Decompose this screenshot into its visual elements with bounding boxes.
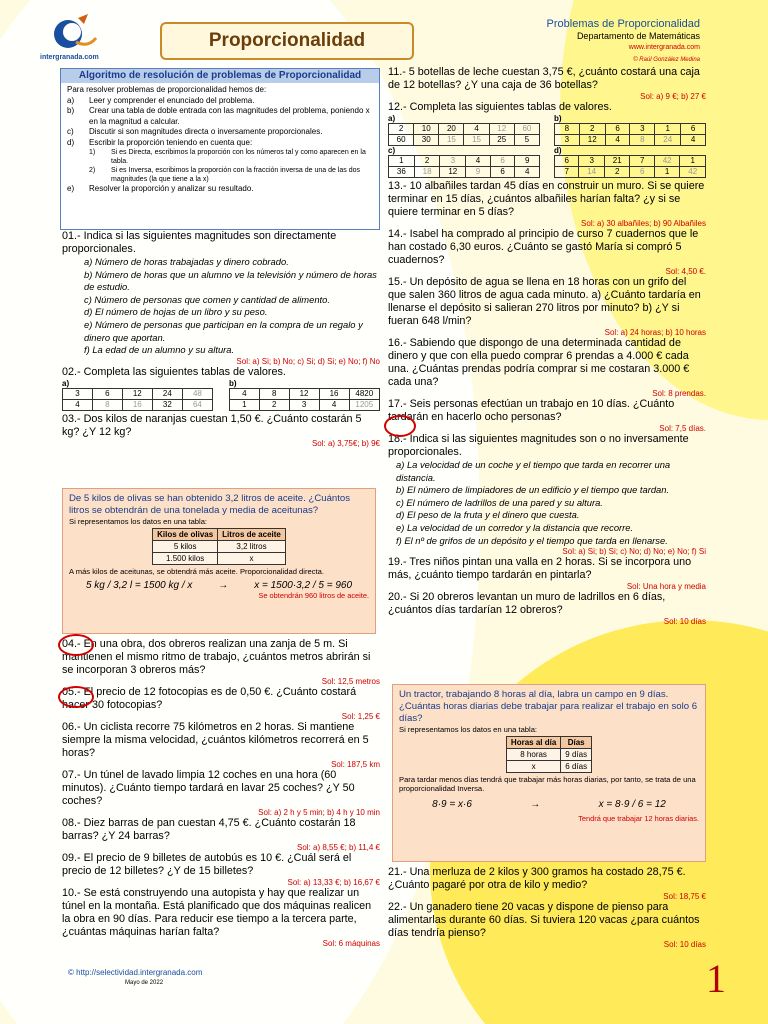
example-table: Horas al día Días 8 horas 9 días x 6 días (506, 736, 592, 773)
table-label: c) (388, 146, 396, 155)
table-label: b) (229, 378, 237, 388)
example-box-direct (62, 488, 376, 634)
solution: Sol: 1,25 € (341, 712, 380, 721)
left-column-lower (62, 638, 380, 948)
list-item: c) El número de ladrillos de una pared y su altura. (396, 496, 603, 508)
solution: Sol: 10 días (663, 617, 706, 627)
example-title: Un tractor, trabajando 8 horas al día, labra un campo en 9 días. ¿Cuántas horas diarias debe trabajar para realizar el trabajo en solo 6 días? (399, 689, 698, 724)
solution: Sol: a) 8,55 €; b) 11,4 € (296, 843, 380, 852)
solution: Sol: a) Si; b) Si; c) No; d) No; e) No; f) Si (562, 547, 706, 557)
example-text: Si representamos los datos en una tabla: (69, 517, 208, 526)
value-table-b: 4 8 12 16 4820 1 2 3 4 1205 (229, 388, 380, 411)
solution: Sol: a) Si; b) No; c) Si; d) Si; e) No; f) No (236, 356, 380, 366)
list-item: f) El nº de grifos de un depósito y el tiempo que tarda en llenarse. (396, 534, 668, 546)
solution: Sol: Una hora y media (626, 582, 706, 592)
list-item: b) El número de limpiadores de un edificio y el tiempo que tardan. (396, 484, 670, 496)
example-text: A más kilos de aceitunas, se obtendrá más aceite. Proporcionalidad directa. (69, 567, 324, 576)
example-solution: Se obtendrán 960 litros de aceite. (258, 591, 369, 600)
list-item: d) El número de hojas de un libro y su peso. (84, 306, 268, 318)
page-number: 1 (706, 956, 726, 1001)
table-label: d) (554, 146, 562, 155)
solution: Sol: 7,5 días. (659, 424, 706, 433)
list-item: e) La velocidad de un corredor y la distancia que recorre. (396, 521, 634, 533)
algorithm-step: d) Escribir la proporción teniendo en cuenta que: (67, 137, 253, 147)
equation: 8·9 = x·6 → x = 8·9 / 6 = 12 (432, 799, 666, 810)
solution: Sol: 10 días (663, 940, 706, 949)
solution: Sol: a) 24 horas; b) 10 horas (604, 328, 706, 337)
question-04: 04.- En una obra, dos obreros realizan una zanja de 5 m. Si mantienen el mismo ritmo de trabajo, ¿cuántos metros abrirán si se incorporan 3 obreros más? (62, 638, 371, 676)
site-title: Problemas de Proporcionalidad (546, 18, 700, 30)
question-20: 20.- Si 20 obreros levantan un muro de ladrillos en 6 días, ¿cuántos días tardarían 12 obreros? (388, 591, 666, 617)
right-column (388, 66, 706, 626)
solution: Sol: a) 3,75€; b) 9€ (311, 438, 380, 448)
example-table: Kilos de olivas Litros de aceite 5 kilos 3,2 litros 1.500 kilos x (152, 528, 286, 565)
logo-text: intergranada.com (40, 54, 99, 61)
solution: Sol: 12,5 metros (321, 677, 380, 686)
list-item: a) La velocidad de un coche y el tiempo que tarda en recorrer una distancia. (396, 459, 671, 483)
question-10: 10.- Se está construyendo una autopista y hay que realizar un túnel en la montaña. Está planificado que dos máquinas realicen la obra en 90 días. Para reducir ese tiempo a la tercera parte, ¿cuántas máquinas harían falta? (62, 887, 372, 938)
header-info (500, 18, 700, 66)
question-06: 06.- Un ciclista recorre 75 kilómetros en 2 horas. Si mantiene siempre la misma velocidad, ¿cuántos kilómetros recorrerá en 5 horas? (62, 721, 369, 759)
web-link[interactable]: www.intergranada.com (628, 44, 700, 51)
question-17: 17.- Seis personas efectúan un trabajo en 10 días. ¿Cuánto tardarán en hacerlo ocho personas? (388, 398, 675, 423)
question-08: 08.- Diez barras de pan cuestan 4,75 €. ¿Cuánto costarán 18 barras? ¿Y 24 barras? (62, 817, 356, 842)
question-05: 05.- El precio de 12 fotocopias es de 0,50 €. ¿Cuánto costará hacer 30 fotocopias? (62, 686, 357, 711)
list-item: a) Número de horas trabajadas y dinero cobrado. (84, 256, 289, 267)
algorithm-step: e) Resolver la proporción y analizar su resultado. (67, 184, 254, 193)
value-table-a: 3 6 12 24 48 4 8 16 32 64 (62, 388, 213, 411)
solution: Sol: a) 2 h y 5 min; b) 4 h y 10 min (258, 808, 380, 817)
footer-link[interactable]: © http://selectividad.intergranada.com (68, 968, 203, 977)
list-item: f) La edad de un alumno y su altura. (84, 344, 235, 356)
question-16: 16.- Sabiendo que dispongo de una determinada cantidad de dinero y que con ella puedo comprar 6 prendas a 4.000 € cada una. ¿Cuántas prendas podría comprar si me costaran 3.000 € cada una? (388, 337, 690, 388)
question-21: 21.- Una merluza de 2 kilos y 300 gramos ha costado 28,75 €. ¿Cuánto pagaré por otra de kilo y medio? (388, 866, 686, 891)
solution: Sol: 8 prendas. (652, 389, 706, 398)
question-18: 18.- Indica si las siguientes magnitudes son o no inversamente proporcionales. (388, 433, 689, 458)
department: Departamento de Matemáticas (576, 31, 700, 41)
solution: Sol: a) 30 albañiles; b) 90 Albañiles (581, 219, 706, 228)
table-label: a) (388, 114, 396, 123)
list-item: c) Número de personas que comen y cantidad de alimento. (84, 293, 330, 305)
highlight-circle (58, 634, 94, 656)
solution: Sol: 4,50 €. (665, 267, 706, 276)
solution: Sol: 187,5 km (331, 760, 380, 769)
question-07: 07.- Un túnel de lavado limpia 12 coches en una hora (60 minutos). ¿Cuánto tiempo tardará en lavar 25 coches? ¿Y 50 coches? (62, 769, 355, 807)
example-title: De 5 kilos de olivas se han obtenido 3,2 litros de aceite. ¿Cuántos litros se obtendrán de una tonelada y media de aceitunas? (69, 493, 351, 516)
question-22: 22.- Un ganadero tiene 20 vacas y dispone de pienso para alimentarlas durante 60 días. Si tuviera 120 vacas ¿para cuántos días tendría pienso? (388, 901, 700, 939)
value-table-c: 1 2 3 4 6 9 36 18 12 9 6 4 (388, 155, 540, 178)
algorithm-step: c) Discutir si son magnitudes directa o inversamente proporcionales. (67, 127, 323, 136)
solution: Sol: 18,75 € (663, 892, 706, 901)
list-item: d) El peso de la fruta y el dinero que cuesta. (396, 509, 580, 521)
question-11: 11.- 5 botellas de leche cuestan 3,75 €, ¿cuánto costará una caja de 12 botellas? ¿Y una caja de 36 botellas? (388, 66, 700, 91)
equation: 5 kg / 3,2 l = 1500 kg / x → x = 1500·3,2 / 5 = 960 (85, 580, 353, 591)
question-03: 03.- Dos kilos de naranjas cuestan 1,50 €. ¿Cuánto costarán 5 kg? ¿Y 12 kg? (62, 412, 362, 438)
question-12: 12.- Completa las siguientes tablas de valores. (388, 101, 612, 113)
algorithm-step: 2) Si es Inversa, escribimos la proporción con la fracción inversa de una de las dos magnitudes (la que tiene a la x) (89, 167, 361, 183)
list-item: b) Número de horas que un alumno ve la televisión y número de horas de estudio. (84, 268, 377, 293)
table-label: b) (554, 114, 562, 123)
value-table-b: 8 2 6 3 1 6 3 12 4 8 24 4 (554, 123, 706, 146)
right-column-lower (388, 866, 706, 949)
footer-date: Mayo de 2022 (125, 980, 164, 986)
algorithm-step: a) Leer y comprender el enunciado del problema. (67, 95, 255, 105)
logo-icon (48, 12, 100, 52)
example-box-inverse (392, 684, 706, 862)
value-table-d: 6 3 21 7 42 1 7 14 2 6 1 42 (554, 155, 706, 178)
solution: Sol: 6 máquinas (322, 939, 380, 948)
highlight-circle (58, 686, 94, 708)
question-15: 15.- Un depósito de agua se llena en 18 horas con un grifo del que salen 360 litros de agua cada minuto. a) ¿Cuánto tardaría en llenarse el depósito si salieran 270 litros por minuto? b) ¿Y si fueran 648 l/min? (388, 276, 701, 327)
example-solution: Tendrá que trabajar 12 horas diarias. (578, 814, 699, 823)
value-table-a: 2 10 20 4 12 60 60 30 15 15 25 5 (388, 123, 540, 146)
author: © Raúl González Medina (633, 57, 700, 63)
example-text: Si representamos los datos en una tabla: (399, 725, 538, 734)
algorithm-box (60, 68, 380, 230)
list-item: e) Número de personas que participan en la compra de un regalo y dinero que aportan. (84, 318, 363, 343)
question-09: 09.- El precio de 9 billetes de autobús es 10 €. ¿Cuál será el precio de 12 billetes? ¿Y de 15 billetes? (62, 852, 352, 877)
question-02: 02.- Completa las siguientes tablas de valores. (62, 365, 286, 378)
question-13: 13.- 10 albañiles tardan 45 días en construir un muro. Si se quiere terminar en 15 días, ¿cuántos albañiles harían falta? ¿y si se quiere terminar en 5 días? (388, 180, 705, 218)
page-title: Proporcionalidad (160, 22, 414, 60)
question-19: 19.- Tres niños pintan una valla en 2 horas. Si se incorpora uno más, ¿cuánto tiempo tardarán en pintarla? (388, 556, 692, 582)
algorithm-step: 1) Si es Directa, escribimos la proporción con los números tal y como aparecen en la tabla. (89, 149, 366, 165)
algorithm-intro: Para resolver problemas de proporcionalidad hemos de: (67, 85, 267, 94)
solution: Sol: a) 9 €; b) 27 € (640, 92, 706, 101)
solution: Sol: a) 13,33 €; b) 16,67 € (287, 878, 380, 887)
table-label: a) (62, 378, 70, 388)
algorithm-step: b) Crear una tabla de doble entrada con las magnitudes del problema, poniendo x en la magnitud a calcular. (67, 106, 370, 126)
highlight-circle (384, 415, 416, 437)
question-14: 14.- Isabel ha comprado al principio de curso 7 cuadernos que le han costado 6,30 euros. ¿Cuánto se gastó María si compró 5 cuadernos? (388, 228, 699, 266)
question-01: 01.- Indica si las siguientes magnitudes son directamente proporcionales. (62, 230, 337, 255)
example-text: Para tardar menos días tendrá que trabajar más horas diarias, por tanto, se trata de una proporcionalidad Inversa. (399, 775, 696, 793)
algorithm-title: Algoritmo de resolución de problemas de Proporcionalidad (61, 69, 379, 83)
left-column (62, 230, 380, 448)
